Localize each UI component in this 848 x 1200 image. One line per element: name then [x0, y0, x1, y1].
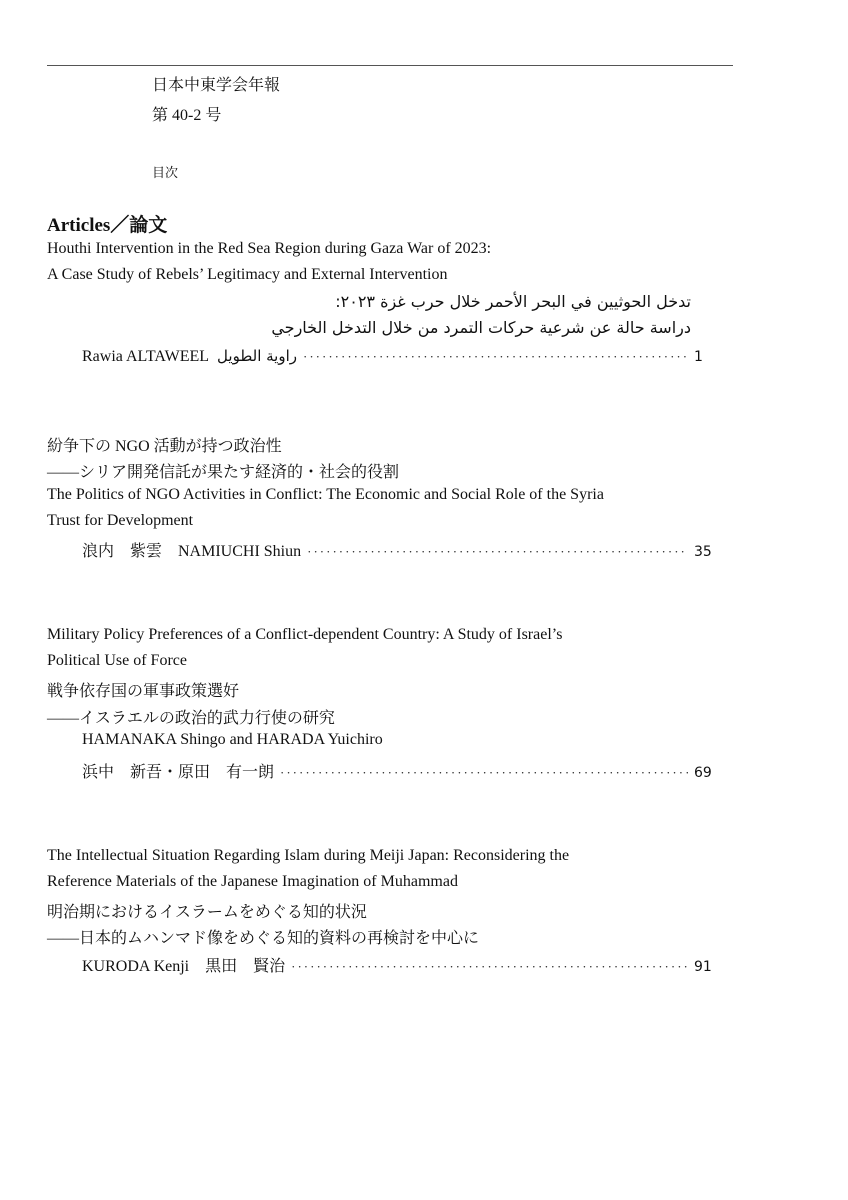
- author-name: Rawia ALTAWEEL: [82, 348, 210, 365]
- article-title-en-line-2: Reference Materials of the Japanese Imagination of Muhammad: [47, 873, 458, 890]
- top-rule: [47, 65, 733, 66]
- dot-leader: [291, 959, 688, 975]
- author-name-en: HAMANAKA Shingo and HARADA Yuichiro: [82, 731, 383, 748]
- article-title-en-line-2: Trust for Development: [47, 512, 194, 529]
- author-name: 浜中 新吾・原田 有一朗: [82, 764, 275, 781]
- page-number: 35: [694, 544, 712, 560]
- author-name-arabic: راوية الطويل: [217, 347, 298, 365]
- dot-leader: [303, 349, 688, 365]
- article-title-ja-line-1: 紛争下の NGO 活動が持つ政治性: [47, 438, 282, 455]
- article-title-ja-line-1: 明治期におけるイスラームをめぐる知的状況: [47, 904, 367, 921]
- page-number: 91: [694, 959, 712, 975]
- article-title-en-line-1: The Politics of NGO Activities in Conflict: The Economic and Social Role of the Syria: [47, 486, 604, 503]
- article-title-ar-line-1: تدخل الحوثيين في البحر الأحمر خلال حرب غزة ٢٠٢٣:: [335, 292, 691, 311]
- toc-entry-row[interactable]: [82, 953, 714, 976]
- toc-entry-row[interactable]: [82, 759, 714, 782]
- page-number: 1: [694, 349, 703, 365]
- article-title-en-line-1: Military Policy Preferences of a Conflict-dependent Country: A Study of Israel’s: [47, 626, 563, 643]
- page-number: 69: [694, 765, 712, 781]
- article-title-ar-line-2: دراسة حالة عن شرعية حركات التمرد من خلال التدخل الخارجي: [271, 318, 691, 337]
- article-title-en-line-1: Houthi Intervention in the Red Sea Region during Gaza War of 2023:: [47, 240, 492, 257]
- journal-issue: 第 40-2 号: [152, 107, 222, 124]
- journal-title: 日本中東学会年報: [152, 77, 281, 94]
- article-title-ja-line-2: ――シリア開発信託が果たす経済的・社会的役割: [47, 464, 400, 481]
- article-title-ja-line-2: ――イスラエルの政治的武力行使の研究: [47, 710, 335, 727]
- article-title-en-line-1: The Intellectual Situation Regarding Islam during Meiji Japan: Reconsidering the: [47, 847, 570, 864]
- section-heading: Articles／論文: [47, 215, 168, 236]
- toc-heading: 目次: [152, 166, 179, 181]
- article-title-en-line-2: A Case Study of Rebels’ Legitimacy and External Intervention: [47, 266, 448, 283]
- author-name: KURODA Kenji 黒田 賢治: [82, 958, 286, 975]
- article-title-en-line-2: Political Use of Force: [47, 652, 187, 669]
- article-title-ja-line-1: 戦争依存国の軍事政策選好: [47, 683, 240, 700]
- article-title-ja-line-2: ――日本的ムハンマド像をめぐる知的資料の再検討を中心に: [47, 930, 480, 947]
- dot-leader: [307, 544, 688, 560]
- toc-entry-row[interactable]: [82, 347, 714, 366]
- author-name: 浪内 紫雲 NAMIUCHI Shiun: [82, 543, 302, 560]
- toc-entry-row[interactable]: [82, 538, 714, 561]
- dot-leader: [280, 765, 688, 781]
